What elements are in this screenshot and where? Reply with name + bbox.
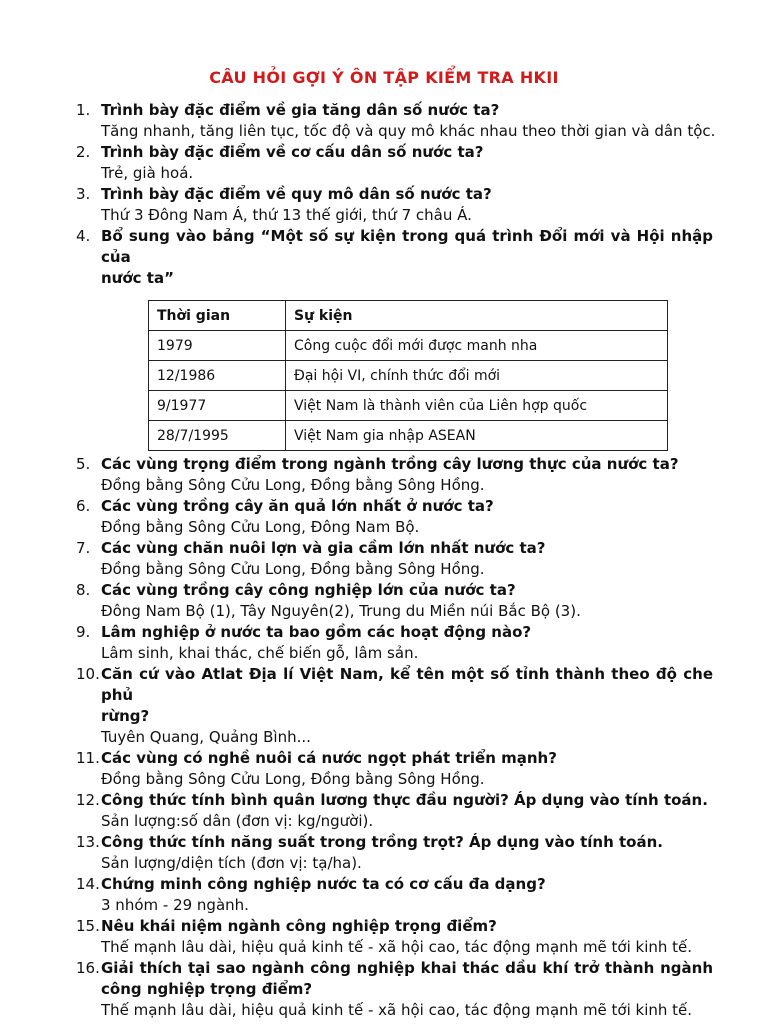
- events-table: [148, 300, 668, 451]
- answer-text: Sản lượng/diện tích (đơn vị: tạ/ha).: [101, 854, 362, 872]
- question-number: 13.: [76, 833, 100, 851]
- table-header-event: Sự kiện: [286, 301, 668, 331]
- question-number: 3.: [76, 185, 91, 203]
- question-item-3: [0, 184, 768, 226]
- question-number: 14.: [76, 875, 100, 893]
- question-item-9: [0, 622, 768, 664]
- question-item-6: [0, 496, 768, 538]
- answer-text: Đồng bằng Sông Cửu Long, Đồng bằng Sông Hồng.: [101, 476, 485, 494]
- answer-text: Sản lượng:số dân (đơn vị: kg/người).: [101, 812, 374, 830]
- question-item-10: [0, 664, 768, 748]
- table-row: [149, 391, 668, 421]
- answer-text: Trẻ, già hoá.: [101, 164, 194, 182]
- question-text: Các vùng trồng cây ăn quả lớn nhất ở nước ta?: [101, 497, 494, 515]
- question-number: 15.: [76, 917, 100, 935]
- answer-text: Đồng bằng Sông Cửu Long, Đồng bằng Sông Hồng.: [101, 560, 485, 578]
- question-text: Các vùng trọng điểm trong ngành trồng cây lương thực của nước ta?: [101, 455, 679, 473]
- question-number: 10.: [76, 665, 100, 683]
- question-item-1: [0, 100, 768, 142]
- question-item-15: [0, 916, 768, 958]
- question-item-11: [0, 748, 768, 790]
- answer-text: Đồng bằng Sông Cửu Long, Đồng bằng Sông Hồng.: [101, 770, 485, 788]
- page-title: CÂU HỎI GỢI Ý ÔN TẬP KIỂM TRA HKII: [209, 68, 559, 87]
- question-text: Trình bày đặc điểm về quy mô dân số nước ta?: [101, 185, 492, 203]
- question-text: Các vùng có nghề nuôi cá nước ngọt phát triển mạnh?: [101, 749, 557, 767]
- question-number: 12.: [76, 791, 100, 809]
- question-text: Lâm nghiệp ở nước ta bao gồm các hoạt động nào?: [101, 623, 532, 641]
- question-item-14: [0, 874, 768, 916]
- question-list: [0, 100, 768, 1021]
- question-item-13: [0, 832, 768, 874]
- question-item-12: [0, 790, 768, 832]
- answer-text: Thứ 3 Đông Nam Á, thứ 13 thế giới, thứ 7 châu Á.: [101, 206, 472, 224]
- question-text-line-2: nước ta”: [101, 269, 174, 287]
- question-text-line-1: Giải thích tại sao ngành công nghiệp khai thác dầu khí trở thành ngành: [101, 959, 713, 977]
- question-text: Công thức tính bình quân lương thực đầu người? Áp dụng vào tính toán.: [101, 791, 708, 809]
- question-number: 7.: [76, 539, 91, 557]
- answer-text: Lâm sinh, khai thác, chế biến gỗ, lâm sản.: [101, 644, 419, 662]
- question-text-line-2: công nghiệp trọng điểm?: [101, 980, 313, 998]
- answer-text: Đông Nam Bộ (1), Tây Nguyên(2), Trung du Miền núi Bắc Bộ (3).: [101, 602, 581, 620]
- table-row: [149, 331, 668, 361]
- question-number: 6.: [76, 497, 91, 515]
- table-cell-time: 12/1986: [149, 361, 286, 391]
- table-cell-time: 28/7/1995: [149, 421, 286, 451]
- question-text: Nêu khái niệm ngành công nghiệp trọng điểm?: [101, 917, 497, 935]
- question-number: 4.: [76, 227, 91, 245]
- question-text: Các vùng trồng cây công nghiệp lớn của nước ta?: [101, 581, 516, 599]
- question-number: 11.: [76, 749, 100, 767]
- question-item-2: [0, 142, 768, 184]
- question-number: 5.: [76, 455, 91, 473]
- question-item-16: [0, 958, 768, 1021]
- question-item-5: [0, 454, 768, 496]
- table-header-row: [149, 301, 668, 331]
- question-text: Trình bày đặc điểm về cơ cấu dân số nước ta?: [101, 143, 484, 161]
- answer-text: Thế mạnh lâu dài, hiệu quả kinh tế - xã hội cao, tác động mạnh mẽ tới kinh tế.: [101, 1001, 693, 1019]
- question-number: 2.: [76, 143, 91, 161]
- table-cell-event: Công cuộc đổi mới được manh nha: [286, 331, 668, 361]
- question-text: Trình bày đặc điểm về gia tăng dân số nước ta?: [101, 101, 500, 119]
- question-item-7: [0, 538, 768, 580]
- table-row: [149, 421, 668, 451]
- table-row: [149, 361, 668, 391]
- question-text: Chứng minh công nghiệp nước ta có cơ cấu đa dạng?: [101, 875, 546, 893]
- table-cell-event: Việt Nam là thành viên của Liên hợp quốc: [286, 391, 668, 421]
- question-text: Công thức tính năng suất trong trồng trọt? Áp dụng vào tính toán.: [101, 833, 663, 851]
- table-cell-time: 9/1977: [149, 391, 286, 421]
- question-text-line-1: Căn cứ vào Atlat Địa lí Việt Nam, kể tên một số tỉnh thành theo độ che phủ: [101, 665, 713, 704]
- question-text-line-1: Bổ sung vào bảng “Một số sự kiện trong quá trình Đổi mới và Hội nhập của: [101, 227, 713, 266]
- question-number: 8.: [76, 581, 91, 599]
- answer-text: Thế mạnh lâu dài, hiệu quả kinh tế - xã hội cao, tác động mạnh mẽ tới kinh tế.: [101, 938, 693, 956]
- question-number: 16.: [76, 959, 100, 977]
- table-cell-time: 1979: [149, 331, 286, 361]
- question-number: 9.: [76, 623, 91, 641]
- answer-text: 3 nhóm - 29 ngành.: [101, 896, 249, 914]
- table-cell-event: Đại hội VI, chính thức đổi mới: [286, 361, 668, 391]
- table-header-time: Thời gian: [149, 301, 286, 331]
- table-cell-event: Việt Nam gia nhập ASEAN: [286, 421, 668, 451]
- question-text-line-2: rừng?: [101, 707, 150, 725]
- answer-text: Tăng nhanh, tăng liên tục, tốc độ và quy mô khác nhau theo thời gian và dân tộc.: [101, 122, 716, 140]
- question-text: Các vùng chăn nuôi lợn và gia cầm lớn nhất nước ta?: [101, 539, 546, 557]
- answer-text: Đồng bằng Sông Cửu Long, Đông Nam Bộ.: [101, 518, 420, 536]
- answer-text: Tuyên Quang, Quảng Bình...: [101, 728, 311, 746]
- question-number: 1.: [76, 101, 91, 119]
- question-item-4: [0, 226, 768, 451]
- question-item-8: [0, 580, 768, 622]
